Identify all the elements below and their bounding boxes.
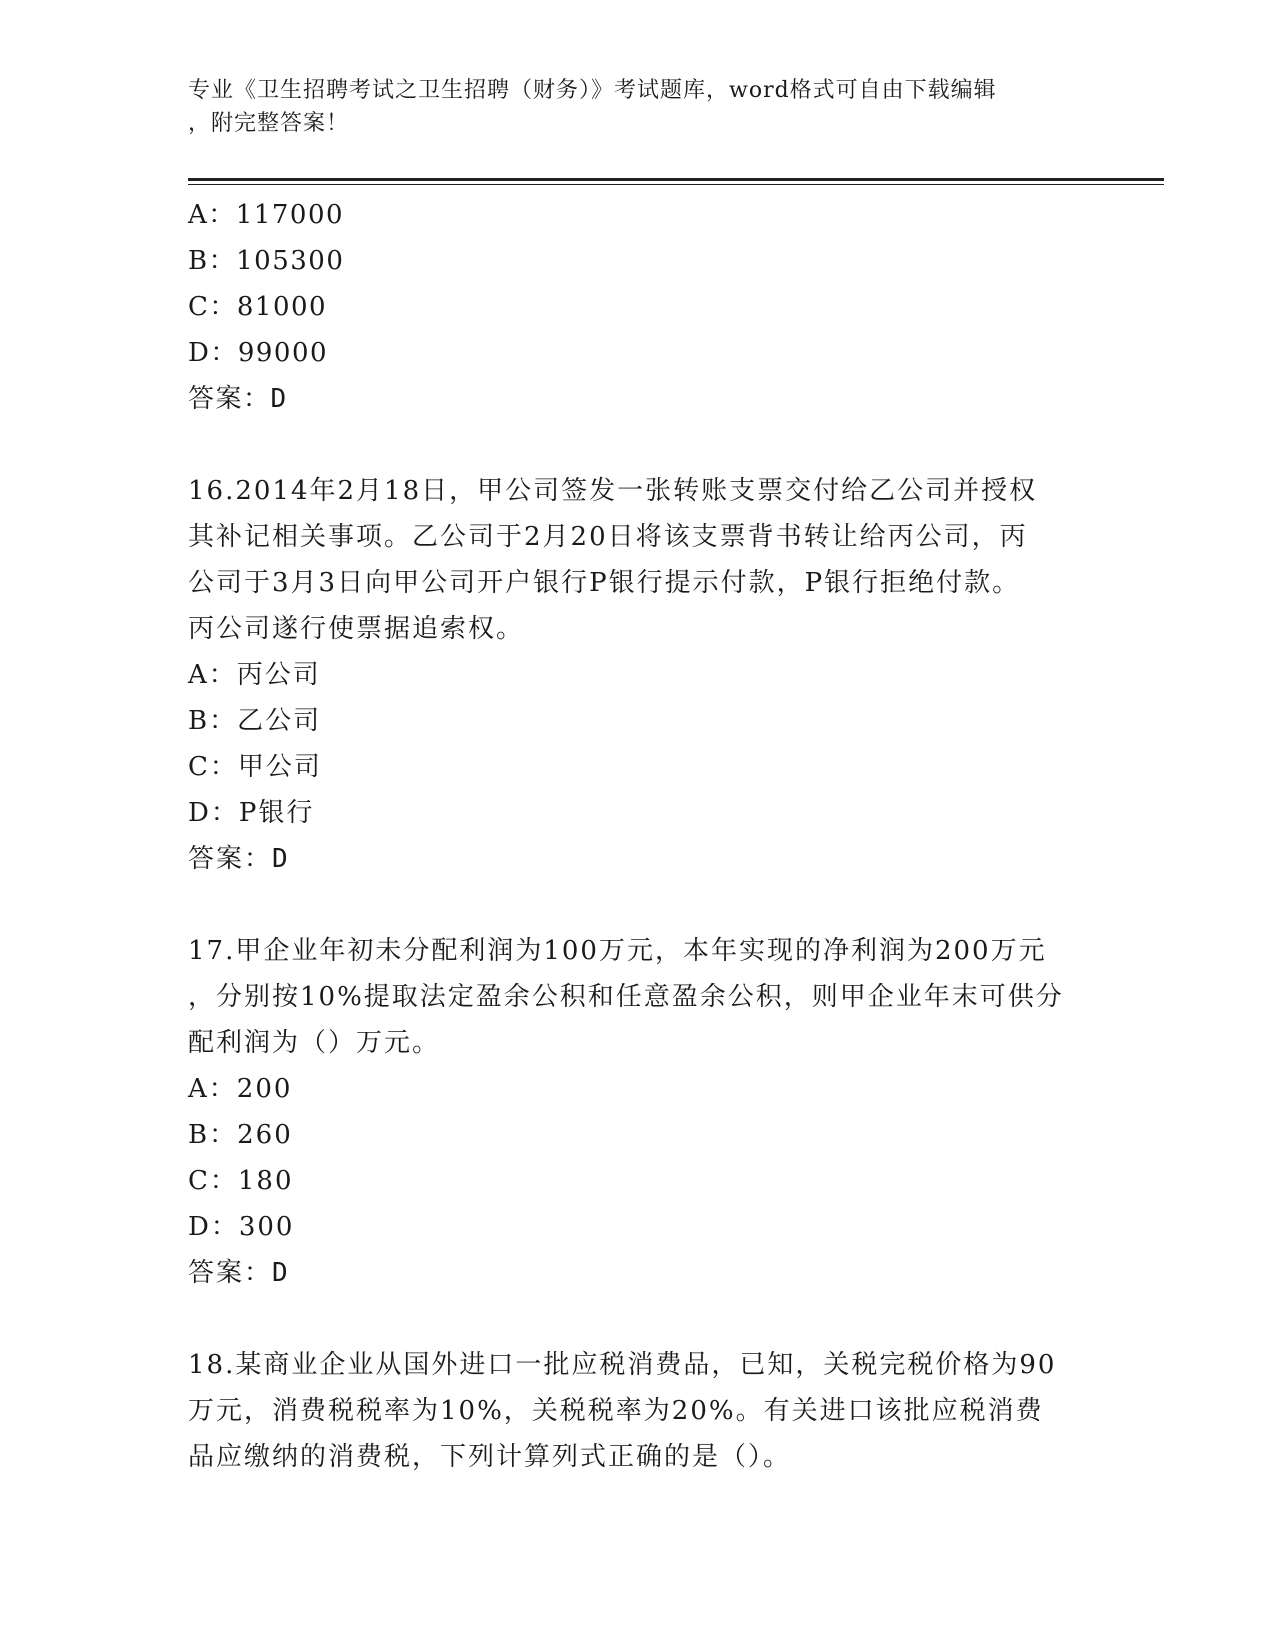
- option-b: B：260: [188, 1120, 293, 1150]
- answer-label: 答案：: [188, 844, 273, 874]
- spacer: [188, 1296, 1128, 1342]
- question-18-block: [188, 1342, 1128, 1480]
- question-text-line: 其补记相关事项。乙公司于2月20日将该支票背书转让给丙公司，丙: [188, 522, 1028, 552]
- question-text-line: 万元，消费税税率为10%，关税税率为20%。有关进口该批应税消费: [188, 1396, 1044, 1426]
- question-text-line: 配利润为（）万元。: [188, 1028, 441, 1058]
- option-a: A：117000: [188, 200, 345, 230]
- question-16-block: [188, 468, 1128, 882]
- option-a: A：200: [188, 1074, 293, 1104]
- question-text-line: 公司于3月3日向甲公司开户银行P银行提示付款，P银行拒绝付款。: [188, 568, 1021, 598]
- question-text-line: 品应缴纳的消费税，下列计算列式正确的是（）。: [188, 1442, 792, 1472]
- option-c: C：甲公司: [188, 752, 322, 782]
- spacer: [188, 422, 1128, 468]
- option-c: C：180: [188, 1166, 294, 1196]
- header-line-2: ，附完整答案！: [188, 111, 350, 136]
- option-c: C：81000: [188, 292, 328, 322]
- answer-line: [188, 836, 1128, 882]
- option-a: A：丙公司: [188, 660, 321, 690]
- answer-label: 答案：: [188, 1258, 273, 1288]
- question-text-line: 16.2014年2月18日，甲公司签发一张转账支票交付给乙公司并授权: [188, 476, 1038, 506]
- option-d: D：99000: [188, 338, 329, 368]
- document-header: [188, 74, 1088, 140]
- answer-value: D: [272, 844, 290, 874]
- question-17-block: [188, 928, 1128, 1296]
- question-text-line: 17.甲企业年初未分配利润为100万元，本年实现的净利润为200万元: [188, 936, 1047, 966]
- question-15-block: [188, 192, 1128, 422]
- option-d: D：P银行: [188, 798, 315, 828]
- answer-line: [188, 376, 1128, 422]
- question-text-line: 丙公司遂行使票据追索权。: [188, 614, 525, 644]
- header-rule-thick: [188, 178, 1164, 181]
- header-rule-thin: [188, 184, 1164, 185]
- question-text-line: 18.某商业企业从国外进口一批应税消费品，已知，关税完税价格为90: [188, 1350, 1057, 1380]
- answer-line: [188, 1250, 1128, 1296]
- header-line-1: 专业《卫生招聘考试之卫生招聘（财务）》考试题库，word格式可自由下载编辑: [188, 78, 997, 103]
- option-b: B：乙公司: [188, 706, 322, 736]
- answer-value: D: [272, 1258, 290, 1288]
- answer-label: 答案：: [188, 384, 271, 414]
- question-content: [188, 192, 1128, 1480]
- spacer: [188, 882, 1128, 928]
- answer-value: D: [270, 384, 288, 414]
- option-b: B：105300: [188, 246, 345, 276]
- question-text-line: ，分别按10%提取法定盈余公积和任意盈余公积，则甲企业年末可供分: [188, 982, 1064, 1012]
- option-d: D：300: [188, 1212, 295, 1242]
